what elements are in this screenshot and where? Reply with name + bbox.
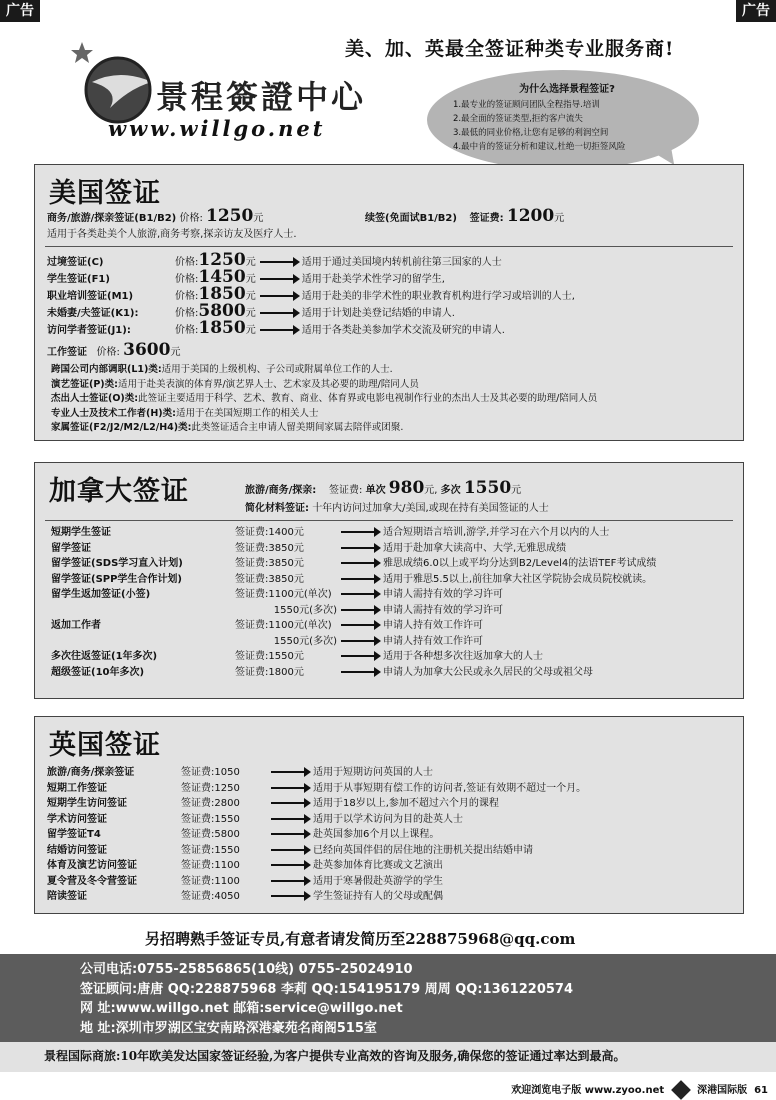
- yuan: 元: [170, 347, 181, 358]
- visa-fee: 签证费:1250: [181, 782, 240, 794]
- arrow-icon: [341, 655, 379, 657]
- ca-visa-row: [51, 665, 593, 680]
- yuan: 元: [245, 274, 256, 285]
- us-b1b2-desc: 适用于各类赴美个人旅游,商务考察,探亲访友及医疗人士.: [47, 229, 297, 240]
- visa-price: 5800: [198, 301, 246, 321]
- yuan: 元: [253, 213, 264, 224]
- yuan: 元: [245, 291, 256, 302]
- visa-fee: 签证费:3850元: [235, 573, 304, 585]
- visa-desc: 适用于各类赴美参加学术交流及研究的申请人.: [301, 325, 505, 336]
- contact-block: [0, 954, 776, 1042]
- arrow-icon: [271, 787, 309, 789]
- visa-fee: 签证费:1100: [181, 860, 240, 871]
- ca-visa-row: [51, 541, 566, 556]
- us-visa-row: [47, 301, 455, 321]
- arrow-icon: [271, 833, 309, 835]
- why-item: 2.最全面的签证类型,拒约客户流失: [453, 114, 583, 124]
- visa-fee: 签证费:5800: [181, 829, 240, 840]
- us-b1b2-label: 商务/旅游/探亲签证(B1/B2): [47, 213, 177, 224]
- ca-visa-row: [51, 572, 652, 587]
- us-visa-row: [47, 318, 505, 338]
- visa-name: 学生签证(F1): [47, 274, 110, 285]
- arrow-icon: [341, 609, 379, 611]
- logo-globe-icon: [70, 38, 160, 128]
- visa-name: 夏令营及冬令营签证: [47, 875, 137, 887]
- why-choose-bubble: [427, 70, 699, 170]
- arrow-icon: [341, 624, 379, 626]
- visa-name: 未婚妻/夫签证(K1):: [47, 308, 139, 319]
- visa-desc: 适用于在美国短期工作的相关人士: [175, 407, 319, 419]
- fee-label: 签证费:: [329, 485, 363, 496]
- ca-visa-row: [51, 618, 483, 633]
- us-work-price: 3600: [123, 340, 171, 360]
- arrow-icon: [271, 818, 309, 820]
- visa-desc: 赴英国参加6个月以上课程。: [313, 829, 440, 840]
- visa-name: 返加工作者: [51, 620, 101, 631]
- visa-fee: 签证费:2800: [181, 798, 240, 809]
- visa-desc: 雅思成绩6.0以上或平均分达到B2/Level4的法语TEF考试成绩: [383, 558, 657, 569]
- ca-visa-row: [51, 587, 503, 602]
- visa-fee: 签证费:1100元(单次): [235, 589, 332, 600]
- visa-name: 留学生返加签证(小签): [51, 589, 151, 600]
- contact-consultants: 签证顾问:唐唐 QQ:228875968 李莉 QQ:154195179 周周 QQ:1361220574: [80, 981, 574, 997]
- us-renew-label: 续签(免面试B1/B2): [365, 213, 457, 224]
- why-item: 3.最低的同业价格,让您有足够的利润空间: [453, 128, 609, 138]
- us-work-label: 工作签证: [47, 347, 87, 358]
- arrow-icon: [271, 895, 309, 897]
- arrow-icon: [341, 593, 379, 595]
- visa-name: 陪读签证: [47, 891, 87, 902]
- us-visa-row: [47, 250, 502, 270]
- ca-visitor-label: 旅游/商务/探亲:: [245, 485, 317, 496]
- why-item: 4.最中肯的签证分析和建议,杜绝一切拒签风险: [453, 142, 626, 152]
- visa-desc: 此类签证适合主申请人留美期间家属去陪伴或团聚.: [191, 422, 404, 433]
- visa-name: 访问学者签证(J1):: [47, 325, 131, 336]
- ca-multi-label: 多次: [440, 485, 461, 496]
- arrow-icon: [271, 880, 309, 882]
- uk-visa-row: [47, 889, 443, 904]
- visa-name: 学术访问签证: [47, 813, 107, 825]
- visa-desc: 适用于通过美国境内转机前往第三国家的人士: [301, 257, 502, 268]
- uk-visa-section: [34, 716, 744, 914]
- uk-visa-row: [47, 781, 586, 796]
- visa-fee: 签证费:3850元: [235, 558, 304, 569]
- arrow-icon: [260, 295, 298, 297]
- ca-single-label: 单次: [365, 485, 386, 496]
- ca-single-price: 980: [388, 478, 425, 498]
- visa-fee: 1550元(多次): [273, 635, 337, 647]
- diamond-logo-icon: [671, 1080, 691, 1100]
- price-label: 价格:: [175, 274, 199, 285]
- visa-fee: 签证费:1550: [181, 844, 240, 856]
- visa-price: 1850: [198, 284, 246, 304]
- visa-name: 过境签证(C): [47, 257, 104, 268]
- visa-desc: 适用于寒暑假赴英游学的学生: [313, 875, 443, 887]
- arrow-icon: [341, 547, 379, 549]
- arrow-icon: [271, 864, 309, 866]
- arrow-icon: [341, 671, 379, 673]
- visa-desc: 申请人需持有效的学习许可: [383, 604, 503, 616]
- visa-fee: 签证费:1550元: [235, 651, 304, 662]
- visa-desc: 已经向英国伴侣的居住地的注册机关提出结婚申请: [313, 844, 533, 856]
- visa-name: 短期学生签证: [51, 527, 111, 538]
- us-b1b2-price: 1250: [206, 206, 254, 226]
- contact-web-email[interactable]: 网 址:www.willgo.net 邮箱:service@willgo.net: [80, 1001, 403, 1016]
- arrow-icon: [271, 771, 309, 773]
- arrow-icon: [260, 261, 298, 263]
- ca-visa-row: [51, 649, 543, 664]
- footer-edition: 深港国际版: [697, 1085, 748, 1096]
- page-number: 61: [754, 1085, 768, 1096]
- slogan: 美、加、英最全签证种类专业服务商!: [345, 38, 675, 60]
- visa-price: 1250: [198, 250, 246, 270]
- footer-note: 景程国际商旅:10年欧美发达国家签证经验,为客户提供专业高效的咨询及服务,确保您的签证通过率达到最高。: [0, 1042, 776, 1072]
- visa-fee: 签证费:1800元: [235, 666, 304, 678]
- visa-name: 跨国公司内部调职(L1)类:: [51, 364, 162, 375]
- visa-fee: 签证费:1050: [181, 767, 240, 778]
- visa-name: 专业人士及技术工作者(H)类:: [51, 407, 176, 419]
- visa-desc: 适用于18岁以上,参加不超过六个月的课程: [313, 798, 499, 809]
- contact-address: 地 址:深圳市罗湖区宝安南路深港豪苑名商阁515室: [80, 1020, 377, 1036]
- visa-fee: 签证费:1550: [181, 813, 240, 825]
- visa-name: 超级签证(10年多次): [51, 666, 145, 678]
- visa-name: 留学签证T4: [47, 829, 101, 840]
- visa-fee: 1550元(多次): [273, 604, 337, 616]
- arrow-icon: [341, 640, 379, 642]
- visa-desc: 适用于雅思5.5以上,前往加拿大社区学院协会成员院校就读。: [383, 573, 653, 585]
- yuan: 元: [245, 325, 256, 336]
- price-label: 价格:: [179, 213, 203, 224]
- recruit-notice: 另招聘熟手签证专员,有意者请发简历至228875968@qq.com: [145, 930, 576, 948]
- ca-visitor-row: [245, 478, 522, 498]
- visa-price: 1450: [198, 267, 246, 287]
- ca-visa-row: [51, 634, 483, 649]
- brand-url[interactable]: www.willgo.net: [108, 116, 326, 141]
- visa-fee: 签证费:1100元(单次): [235, 620, 332, 631]
- uk-visa-title: 英国签证: [49, 730, 161, 761]
- why-title: 为什么选择景程签证?: [519, 84, 615, 95]
- arrow-icon: [271, 849, 309, 851]
- uk-visa-row: [47, 765, 433, 780]
- canada-visa-section: [34, 462, 744, 699]
- us-work-visa-row: [51, 421, 403, 435]
- us-renew-price: 1200: [506, 206, 555, 226]
- visa-name: 旅游/商务/探亲签证: [47, 767, 135, 778]
- yuan: 元: [245, 257, 256, 268]
- ca-visa-row: [51, 556, 656, 571]
- visa-desc: 适合短期语言培训,游学,并学习在六个月以内的人士: [383, 527, 610, 538]
- arrow-icon: [260, 278, 298, 280]
- ca-simple-label: 简化材料签证:: [245, 503, 309, 514]
- visa-desc: 适用于赴美学术性学习的留学生,: [301, 274, 445, 285]
- ca-visa-row: [51, 525, 609, 540]
- uk-visa-row: [47, 796, 499, 811]
- us-b1b2-row: [47, 206, 264, 226]
- visa-desc: 适用于从事短期有偿工作的访问者,签证有效期不超过一个月。: [313, 782, 587, 794]
- visa-desc: 申请人持有效工作许可: [383, 620, 483, 631]
- visa-name: 演艺签证(P)类:: [51, 378, 118, 390]
- visa-name: 留学签证: [51, 542, 91, 554]
- us-work-visa-row: [51, 378, 419, 392]
- us-work-visa-row: [51, 363, 393, 377]
- yuan: 元: [511, 485, 522, 496]
- brand-name: 景程簽證中心: [156, 78, 367, 116]
- visa-name: 家属签证(F2/J2/M2/L2/H4)类:: [51, 422, 192, 433]
- ca-simple-row: [245, 501, 549, 516]
- price-label: 价格:: [96, 347, 120, 358]
- us-work-row: [47, 340, 181, 360]
- fee-label: 签证费:: [469, 213, 504, 224]
- us-work-visa-row: [51, 407, 318, 421]
- visa-desc: 适用于赴美表演的体育界/演艺界人士、艺术家及其必要的助理/陪同人员: [117, 378, 419, 390]
- yuan: 元: [245, 308, 256, 319]
- uk-visa-row: [47, 827, 439, 842]
- visa-desc: 适用于赴美的非学术性的职业教育机构进行学习或培训的人士,: [301, 291, 575, 302]
- arrow-icon: [260, 312, 298, 314]
- visa-desc: 适用于各种想多次往返加拿大的人士: [383, 651, 543, 662]
- yuan: 元: [554, 213, 565, 224]
- arrow-icon: [271, 802, 309, 804]
- visa-name: 短期学生访问签证: [47, 798, 127, 809]
- visa-fee: 签证费:3850元: [235, 542, 304, 554]
- visa-fee: 签证费:4050: [181, 891, 240, 902]
- visa-desc: 赴英参加体育比赛或文艺演出: [313, 860, 443, 871]
- visa-desc: 适用于美国的上级机构、子公司或附属单位工作的人士.: [161, 364, 393, 375]
- ca-visa-row: [51, 603, 503, 618]
- ad-tag-left: 广告: [0, 0, 40, 22]
- visa-name: 留学签证(SDS学习直入计划): [51, 558, 183, 569]
- footer-site[interactable]: 欢迎浏览电子版 www.zyoo.net: [511, 1085, 665, 1096]
- uk-visa-row: [47, 874, 443, 889]
- canada-visa-title: 加拿大签证: [49, 476, 189, 507]
- visa-name: 多次往返签证(1年多次): [51, 651, 158, 662]
- arrow-icon: [341, 562, 379, 564]
- visa-desc: 适用于赴加拿大读高中、大学,无雅思成绩: [383, 542, 567, 554]
- uk-visa-row: [47, 858, 443, 873]
- visa-fee: 签证费:1400元: [235, 527, 304, 538]
- visa-desc: 申请人持有效工作许可: [383, 635, 483, 647]
- us-visa-title: 美国签证: [49, 178, 161, 209]
- price-label: 价格:: [175, 257, 199, 268]
- us-renew-row: [365, 206, 565, 226]
- ad-tag-right: 广告: [736, 0, 776, 22]
- uk-visa-row: [47, 843, 533, 858]
- visa-name: 杰出人士签证(O)类:: [51, 393, 139, 404]
- visa-price: 1850: [198, 318, 246, 338]
- yuan: 元,: [424, 485, 438, 496]
- divider: [45, 246, 733, 247]
- us-visa-section: [34, 164, 744, 441]
- visa-name: 短期工作签证: [47, 782, 107, 794]
- contact-phone: 公司电话:0755-25856865(10线) 0755-25024910: [80, 962, 413, 977]
- us-work-visa-row: [51, 392, 597, 406]
- arrow-icon: [341, 531, 379, 533]
- arrow-icon: [341, 578, 379, 580]
- arrow-icon: [260, 329, 298, 331]
- uk-visa-row: [47, 812, 463, 827]
- price-label: 价格:: [175, 291, 199, 302]
- visa-desc: 学生签证持有人的父母或配偶: [313, 891, 443, 902]
- ca-multi-price: 1550: [463, 478, 512, 498]
- visa-name: 结婚访问签证: [47, 844, 107, 856]
- page-footer: [511, 1081, 768, 1097]
- us-visa-row: [47, 284, 575, 304]
- why-item: 1.最专业的签证顾问团队全程指导.培训: [453, 100, 600, 110]
- visa-desc: 申请人为加拿大公民或永久居民的父母或祖父母: [383, 666, 593, 678]
- visa-desc: 适用于短期访问英国的人士: [313, 767, 433, 778]
- price-label: 价格:: [175, 325, 199, 336]
- visa-fee: 签证费:1100: [181, 875, 240, 887]
- visa-name: 职业培训签证(M1): [47, 291, 134, 302]
- visa-desc: 申请人需持有效的学习许可: [383, 589, 503, 600]
- visa-desc: 此签证主要适用于科学、艺术、教育、商业、体育界或电影电视制作行业的杰出人士及其必要的助理/陪同人员: [138, 393, 598, 404]
- visa-name: 留学签证(SPP学生合作计划): [51, 573, 183, 585]
- ca-simple-desc: 十年内访问过加拿大/美国,或现在持有美国签证的人士: [312, 503, 549, 514]
- price-label: 价格:: [175, 308, 199, 319]
- visa-desc: 适用于计划赴美登记结婚的申请人.: [301, 308, 455, 319]
- divider: [45, 520, 733, 521]
- visa-name: 体育及演艺访问签证: [47, 860, 137, 871]
- visa-desc: 适用于以学术访问为目的赴英人士: [313, 813, 463, 825]
